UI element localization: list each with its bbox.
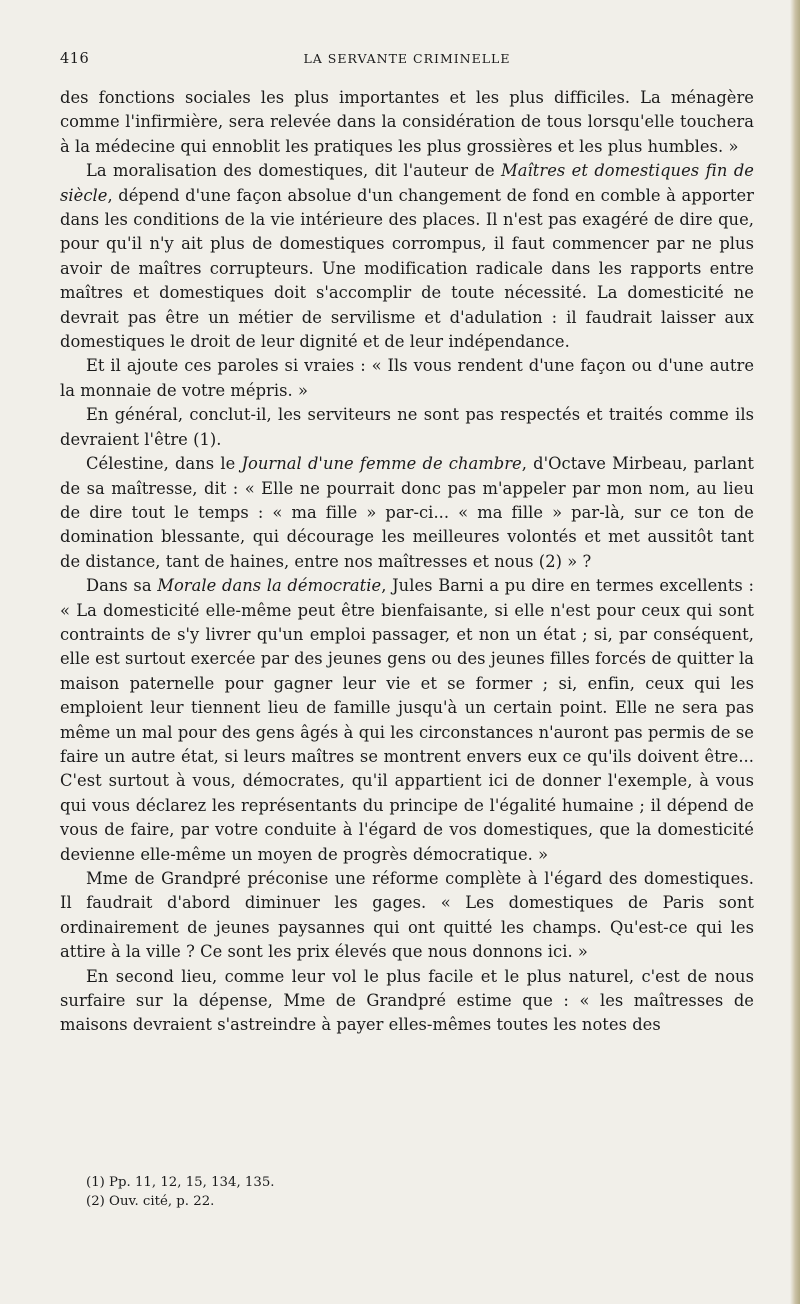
paragraph (60, 452, 754, 574)
paragraph (60, 86, 754, 159)
text-segment: En second lieu, comme leur vol le plus facile et le plus naturel, c'est de nous surfaire sur la dépense, Mme de Grandpré estime que : « les maîtresses de maisons devraient s'astreindre à payer elles-mêmes toutes les notes des (60, 966, 754, 1035)
text-segment: , Jules Barni a pu dire en termes excellents : « La domesticité elle-même peut être bienfaisante, si elle n'est pour ceux qui sont contraints de s'y livrer qu'un emploi passager, et non un état ; si, par conséquent, elle est surtout exercée par des jeunes gens ou des jeunes filles forcés de quitter la maison paternelle pour gagner leur vie et se former ; si, enfin, ceux qui les emploient leur tiennent lieu de famille jusqu'à un certain point. Elle ne sera pas même un mal pour des gens âgés à qui les circonstances n'auront pas permis de se faire un autre état, si leurs maîtres se montrent envers eux ce qu'ils doivent être... C'est surtout à vous, démocrates, qu'il appartient ici de donner l'exemple, à vous qui vous déclarez les représentants du principe de l'égalité humaine ; il dépend de vous de faire, par votre conduite à l'égard de vos domestiques, que la domesticité devienne elle-même un moyen de progrès démocratique. » (60, 576, 754, 864)
footnotes (86, 1173, 686, 1211)
paragraph (60, 965, 754, 1038)
paragraph (60, 403, 754, 452)
footnote: (2) Ouv. cité, p. 22. (86, 1194, 215, 1209)
paragraph (60, 159, 754, 354)
text-segment: Dans sa (86, 576, 158, 596)
footnote: (1) Pp. 11, 12, 15, 134, 135. (86, 1175, 275, 1190)
page-number: 416 (60, 51, 90, 67)
page-header (60, 51, 754, 73)
text-segment: , d'Octave Mirbeau, parlant de sa maîtresse, dit : « Elle ne pourrait donc pas m'appeler par mon nom, au lieu de dire tout le temps : « ma fille » par-ci... « ma fille » par-là, sur ce ton de domination blessante, qui décourage les meilleures volontés et met aussitôt tant de distance, tant de haines, entre nos maîtresses et nous (2) » ? (60, 454, 754, 571)
text-segment: Célestine, dans le (86, 454, 242, 474)
body-text (60, 86, 754, 1038)
page-edge-shadow (790, 0, 800, 1304)
text-segment: Et il ajoute ces paroles si vraies : « Ils vous rendent d'une façon ou d'une autre la monnaie de votre mépris. » (60, 356, 754, 400)
running-title: LA SERVANTE CRIMINELLE (303, 51, 511, 66)
text-segment: Mme de Grandpré préconise une réforme complète à l'égard des domestiques. Il faudrait d'abord diminuer les gages. « Les domestiques de Paris sont ordinairement de jeunes paysannes qui ont quitté les champs. Qu'est-ce qui les attire à la ville ? Ce sont les prix élevés que nous donnons ici. » (60, 869, 754, 962)
italic-title: Maîtres et domestiques fin de siècle (60, 161, 754, 205)
paragraph (60, 574, 754, 867)
text-segment: En général, conclut-il, les serviteurs ne sont pas respectés et traités comme ils devraient l'être (1). (60, 405, 754, 449)
text-segment: La moralisation des domestiques, dit l'auteur de (86, 161, 502, 181)
text-segment: , dépend d'une façon absolue d'un changement de fond en comble à apporter dans les conditions de la vie intérieure des places. Il n'est pas exagéré de dire que, pour qu'il n'y ait plus de domestiques corrompus, il faut commencer par ne plus avoir de maîtres corrupteurs. Une modification radicale dans les rapports entre maîtres et domestiques doit s'accomplir de toute nécessité. La domesticité ne devrait pas être un métier de servilisme et d'adulation : il faudrait laisser aux domestiques le droit de leur dignité et de leur indépendance. (60, 185, 754, 352)
italic-title: Journal d'une femme de chambre (241, 454, 522, 474)
paragraph (60, 354, 754, 403)
paragraph (60, 867, 754, 965)
italic-title: Morale dans la démocratie (157, 576, 382, 596)
text-segment: des fonctions sociales les plus importantes et les plus difficiles. La ménagère comme l'infirmière, sera relevée dans la considération de tous lorsqu'elle touchera à la médecine qui ennoblit les pratiques les plus grossières et les plus humbles. » (60, 88, 754, 156)
